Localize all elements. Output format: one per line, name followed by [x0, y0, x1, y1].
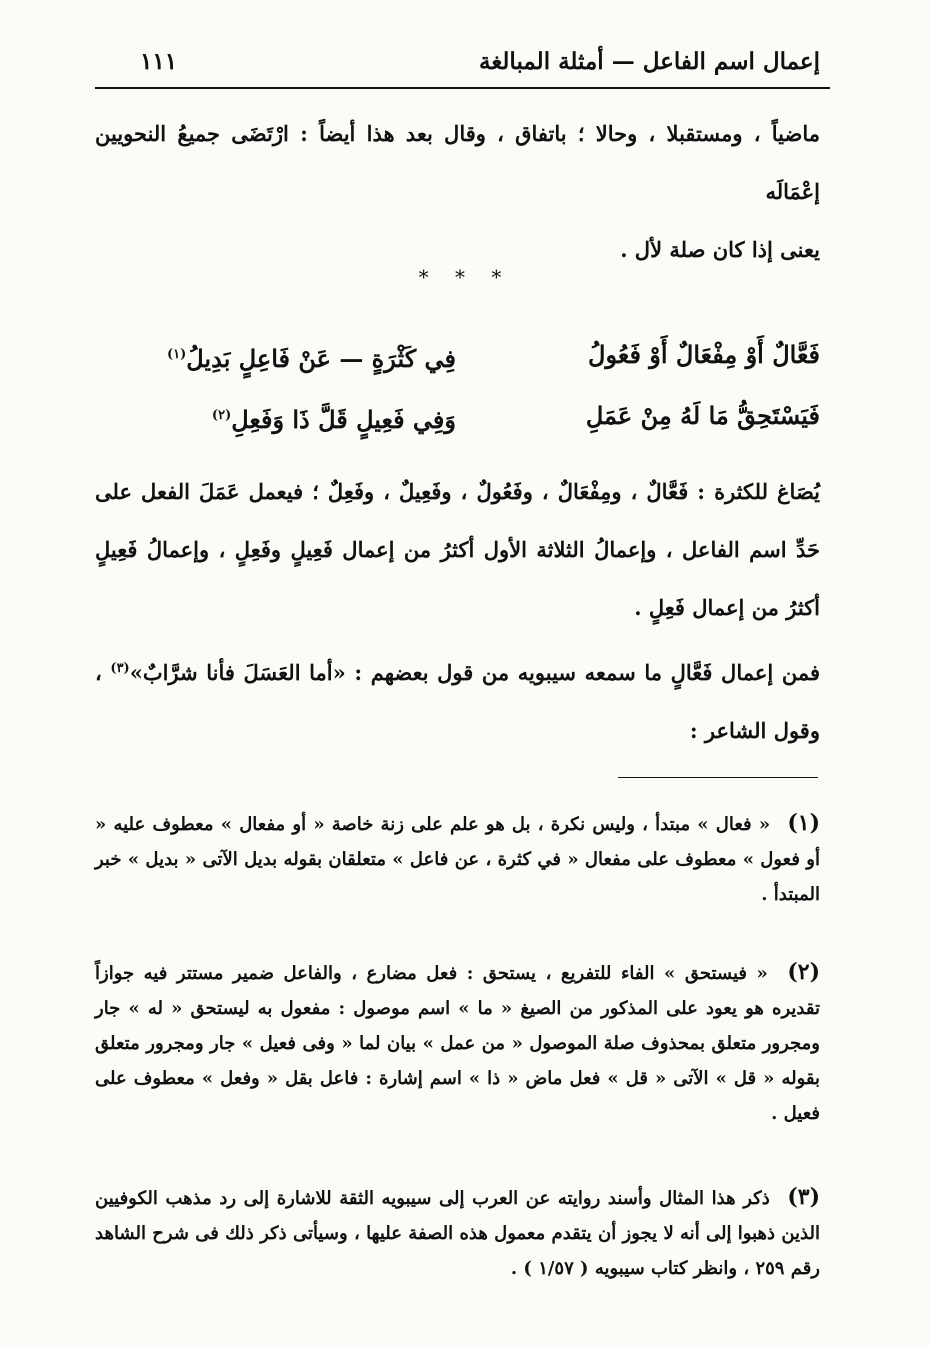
verse-line-1 [120, 332, 820, 381]
verse-2-second-hemistich [120, 393, 456, 442]
paragraph-1-line-1: ماضياً ، ومستقبلا ، وحالا ؛ باتفاق ، وقال بعد هذا أيضاً : ارْتَضَى جميعُ النحويين إعْمَالَه [95, 121, 820, 204]
footnote-ref-3: (٣) [110, 661, 130, 676]
verse-1-second-hemistich-text: فِي كَثْرَةٍ — عَنْ فَاعِلٍ بَدِيلُ [186, 344, 456, 373]
footnote-ref-2: (٢) [211, 408, 232, 423]
paragraph-3-text: فمن إعمال فَعَّالٍ ما سمعه سيبويه من قول بعضهم : «أما العَسَلَ فأنا شرَّابٌ» [129, 660, 820, 685]
verse-2-second-hemistich-text: وَفِي فَعِيلٍ قَلَّ ذَا وَفَعِلِ [231, 405, 456, 434]
paragraph-3 [95, 640, 820, 760]
footnote-1-number: (١) [787, 810, 820, 836]
paragraph-1 [95, 105, 820, 279]
footnote-3 [95, 1180, 820, 1286]
footnote-1-text: « فعال » مبتدأ ، وليس نكرة ، بل هو علم على زنة خاصة « أو مفعال » معطوف عليه « أو فعول » معطوف على مفعال « في كثرة ، عن فاعل » متعلقان بقوله بديل الآتى « بديل » خبر المبتدأ . [95, 814, 820, 905]
paragraph-2: يُصَاغ للكثرة : فَعَّالٌ ، ومِفْعَالٌ ، وفَعُولٌ ، وفَعِيلٌ ، وفَعِلٌ ؛ فيعمل عَمَلَ الفعل على حَدِّ اسم الفاعل ، وإعمالُ الثلاثة الأول أكثرُ من إعمال فَعِيلٍ وفَعِلٍ ، وإعمالُ فَعِيلٍ أكثرُ من إعمال فَعِلٍ . [95, 479, 820, 620]
header-rule [95, 87, 830, 89]
page-number: ١١١ [140, 47, 178, 75]
footnote-2-number: (٢) [787, 959, 820, 985]
running-title: إعمال اسم الفاعل — أمثلة المبالغة [479, 47, 820, 75]
footnote-3-number: (٣) [787, 1184, 820, 1210]
footnote-3-text: ذكر هذا المثال وأسند روايته عن العرب إلى سيبويه الثقة للاشارة إلى رد مذهب الكوفيين الذين ذهبوا إلى أنه لا يجوز أن يتقدم معمول هذه الصفة عليها ، وسيأتى ذكر ذلك فى شرح الشاهد رقم ٢٥٩ ، وانظر كتاب سيبويه ( ١/٥٧ ) . [95, 1188, 820, 1279]
verse-2-first-hemistich: فَيَسْتَحِقُّ مَا لَهُ مِنْ عَمَلِ [585, 401, 820, 430]
footnote-2-text: « فيستحق » الفاء للتفريع ، يستحق : فعل مضارع ، والفاعل ضمير مستتر فيه جوازاً تقديره هو يعود على المذكور من الصيغ « ما » اسم موصول : مفعول به ليستحق « له » جار ومجرور متعلق بمحذوف صلة الموصول « من عمل » بيان لما « وفى فعيل » جار ومجرور متعلق بقوله « قل » الآتى « قل » فعل ماض « ذا » اسم إشارة : فاعل بقل « وفعل » معطوف على فعيل . [95, 963, 820, 1124]
footnote-ref-1: (١) [166, 347, 187, 362]
section-separator: * * * [418, 265, 512, 289]
footnote-1 [95, 806, 820, 912]
verse-line-2 [120, 393, 820, 442]
page-header [95, 36, 820, 86]
verse-1-second-hemistich [120, 332, 456, 381]
footnote-2 [95, 955, 820, 1131]
verse-1-first-hemistich: فَعَّالٌ أَوْ مِفْعَالٌ أَوْ فَعُولُ [588, 340, 820, 369]
paragraph-3-tail: ، وقول الشاعر : [95, 660, 820, 743]
footnote-rule [618, 777, 818, 778]
paragraph-1-line-2: يعنى إذا كان صلة لأل . [620, 237, 820, 262]
